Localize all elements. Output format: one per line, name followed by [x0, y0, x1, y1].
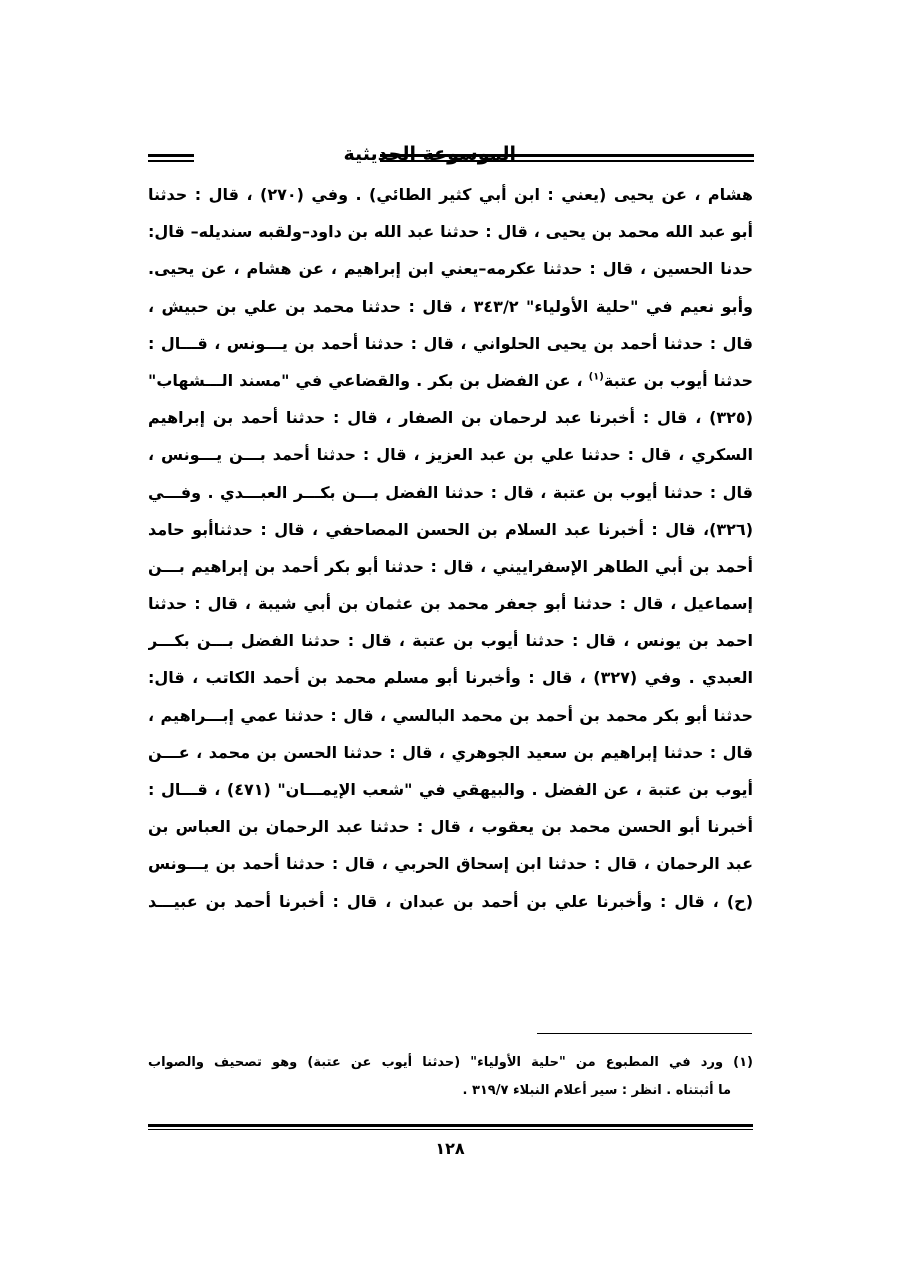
body-line: أحمد بن أبي الطاهر الإسفراييني ، قال : حدثنا أبو بكر أحمد بن إبراهيم بـــن: [148, 556, 753, 576]
footnotes: [148, 1049, 753, 1105]
running-header: [148, 140, 754, 174]
page-number: ١٢٨: [435, 1139, 465, 1158]
header-rule-short: [148, 154, 194, 162]
body-line-segment: حدثنا أيوب بن عتبة: [603, 370, 753, 390]
body-line: حدنا الحسين ، قال : حدثنا عكرمه–يعني ابن إبراهيم ، عن هشام ، عن يحيى.: [148, 259, 753, 279]
body-line: هشام ، عن يحيى (يعني : ابن أبي كثير الطائي) . وفي (٢٧٠) ، قال : حدثنا: [148, 185, 753, 204]
body-line: قال : حدثنا أيوب بن عتبة ، قال : حدثنا الفضل بـــن بكـــر العبـــدي . وفـــي: [148, 482, 753, 502]
body-line: (٣٢٦)، قال : أخبرنا عبد السلام بن الحسن المصاحفي ، قال : حدثناأبو حامد: [148, 519, 753, 539]
body-line: حدثنا أبو بكر محمد بن أحمد بن محمد البالسي ، قال : حدثنا عمي إبـــراهيم ،: [148, 705, 753, 725]
footnote-separator: [537, 1033, 752, 1034]
body-line-segment: ، عن الفضل بن بكر . والقضاعي في "مسند الـــشهاب": [148, 370, 583, 390]
footnote-1-line-1: (١) ورد في المطبوع من "حلية الأولياء" (حدثنا أيوب عن عتبة) وهو تصحيف والصواب: [148, 1055, 753, 1070]
footnote-1-line-2: ما أثبتناه . انظر : سير أعلام النبلاء ٣١٩/٧ .: [462, 1083, 731, 1098]
body-line: أيوب بن عتبة ، عن الفضل . والبيهقي في "شعب الإيمـــان" (٤٧١) ، قـــال :: [148, 780, 753, 799]
body-line: احمد بن يونس ، قال : حدثنا أيوب بن عتبة ، قال : حدثنا الفضل بـــن بكـــر: [148, 631, 753, 651]
body-line: قال : حدثنا أحمد بن يحيى الحلواني ، قال : حدثنا أحمد بن يـــونس ، قـــال :: [148, 333, 753, 353]
body-line: (٣٢٥) ، قال : أخبرنا عبد لرحمان بن الصفار ، قال : حدثنا أحمد بن إبراهيم: [148, 408, 753, 428]
body-line: أخبرنا أبو الحسن محمد بن يعقوب ، قال : حدثنا عبد الرحمان بن العباس بن: [148, 817, 753, 837]
body-line: (ح) ، قال : وأخبرنا علي بن أحمد بن عبدان ، قال : أخبرنا أحمد بن عبيـــد: [148, 891, 753, 911]
body-line: السكري ، قال : حدثنا علي بن عبد العزيز ، قال : حدثنا أحمد بـــن يـــونس ،: [148, 445, 753, 465]
body-line: العبدي . وفي (٣٢٧) ، قال : وأخبرنا أبو مسلم محمد بن أحمد الكاتب ، قال:: [148, 668, 753, 688]
body-line: قال : حدثنا إبراهيم بن سعيد الجوهري ، قال : حدثنا الحسن بن محمد ، عـــن: [148, 742, 753, 762]
footnote-marker[interactable]: (١): [588, 371, 604, 383]
body-line: أبو عبد الله محمد بن يحيى ، قال : حدثنا عبد الله بن داود–ولقبه سنديله– قال:: [148, 222, 753, 242]
body-line: [148, 362, 753, 399]
header-title: الموسوعة الحديثية: [343, 143, 516, 165]
body-line: عبد الرحمان ، قال : حدثنا ابن إسحاق الحربي ، قال : حدثنا أحمد بن يـــونس: [148, 854, 753, 874]
body-line: وأبو نعيم في "حلية الأولياء" ٣٤٣/٢ ، قال : حدثنا محمد بن علي بن حبيش ،: [148, 296, 753, 316]
body-line: إسماعيل ، قال : حدثنا أبو جعفر محمد بن عثمان بن أبي شيبة ، قال : حدثنا: [148, 594, 753, 614]
body-text: [148, 176, 753, 920]
bottom-rule: [148, 1124, 753, 1130]
